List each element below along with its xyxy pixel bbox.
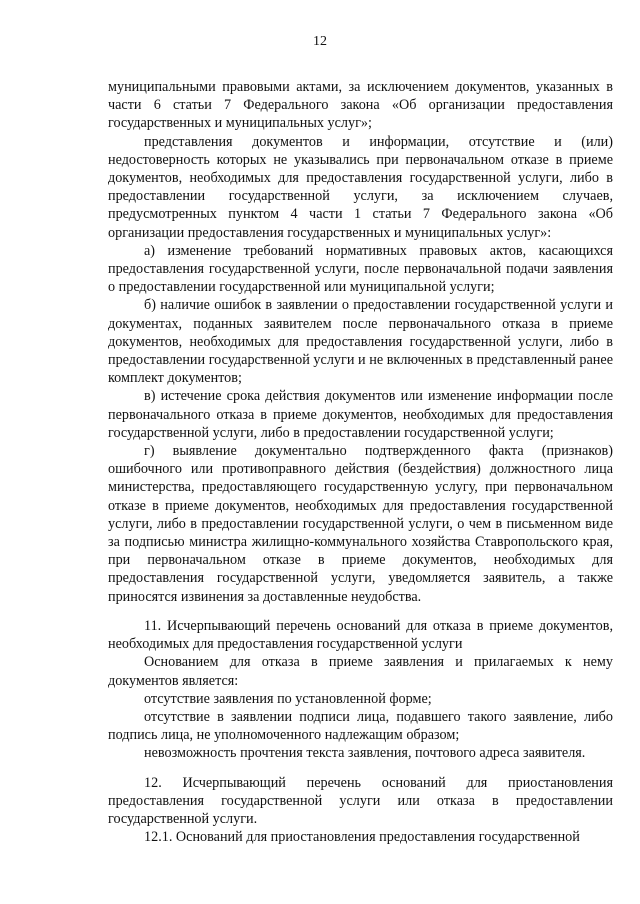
list-item-no-signature: отсутствие в заявлении подписи лица, подавшего такого заявление, либо подпись лица, не уполномоченного надлежащим образом;	[108, 708, 613, 744]
list-item-a: а) изменение требований нормативных правовых актов, касающихся предоставления государственной услуги, после первоначальной подачи заявления о предоставлении государственной или муниципальной услуги;	[108, 242, 613, 296]
page-number: 12	[313, 34, 327, 49]
document-body	[108, 78, 613, 846]
paragraph-continuation: муниципальными правовыми актами, за исключением документов, указанных в части 6 статьи 7 Федерального закона «Об организации предоставления государственных и муниципальных услуг»;	[108, 79, 613, 132]
list-item-b: б) наличие ошибок в заявлении о предоставлении государственной услуги и документах, поданных заявителем после первоначального отказа в приеме документов, необходимых для предоставления государственной услуги, либо в предоставлении государственной услуги и не включенных в представленный ранее комплект документов;	[108, 297, 613, 387]
section-11-heading: 11. Исчерпывающий перечень оснований для отказа в приеме документов, необходимых для предоставления государственной услуги	[108, 617, 613, 653]
paragraph-documents-info: представления документов и информации, отсутствие и (или) недостоверность которых не указывались при первоначальном отказе в приеме документов, необходимых для предоставления государственной услуги, либо в предоставлении государственной услуги, за исключением случаев, предусмотренных пунктом 4 части 1 статьи 7 Федерального закона «Об организации предоставления государственных и муниципальных услуг»:	[108, 133, 613, 241]
list-item-v: в) истечение срока действия документов или изменение информации после первоначального отказа в приеме документов, необходимых для предоставления государственной услуги, либо в предоставлении государственной услуги;	[108, 388, 613, 441]
paragraph-refusal-grounds: Основанием для отказа в приеме заявления и прилагаемых к нему документов является:	[108, 654, 613, 689]
list-item-g: г) выявление документально подтвержденного факта (признаков) ошибочного или противоправного действия (бездействия) должностного лица министерства, предоставляющего государственную услугу, при первоначальном отказе в приеме документов, необходимых для предоставления государственной услуги, либо в предоставлении государственной услуги, о чем в письменном виде за подписью министра жилищно-коммунального хозяйства Ставропольского края, при первоначальном отказе в приеме документов, необходимых для предоставления государственной услуги, уведомляется заявитель, а также приносятся извинения за доставленные неудобства.	[108, 443, 613, 605]
list-item-no-form: отсутствие заявления по установленной форме;	[144, 690, 432, 707]
section-12-heading: 12. Исчерпывающий перечень оснований для приостановления предоставления государственной услуги или отказа в предоставлении государственной услуги.	[108, 774, 613, 827]
list-item-unreadable: невозможность прочтения текста заявления, почтового адреса заявителя.	[144, 745, 586, 762]
section-12-1-paragraph: 12.1. Оснований для приостановления предоставления государственной	[144, 829, 580, 846]
